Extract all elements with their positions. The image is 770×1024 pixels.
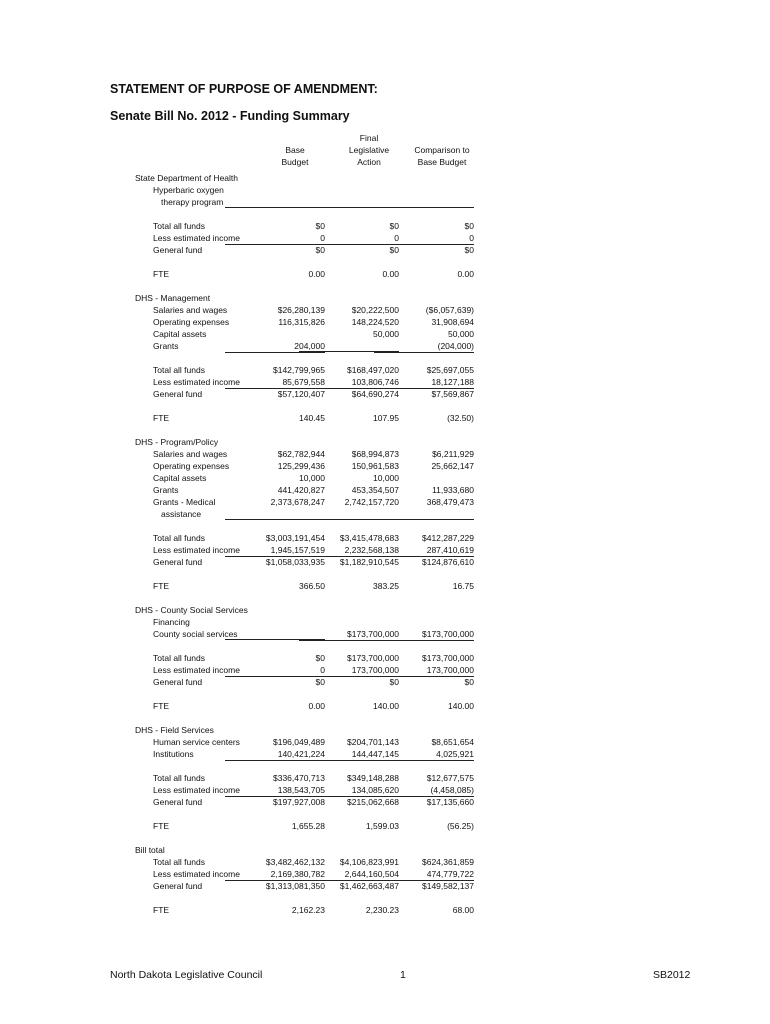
base-budget-cell: 0.00 — [308, 701, 325, 711]
table-row — [0, 700, 770, 712]
comparison-cell: $412,287,229 — [422, 533, 474, 543]
comparison-cell: 4,025,921 — [374, 748, 474, 761]
base-budget-cell: $3,482,462,132 — [265, 857, 325, 867]
base-budget-cell: 10,000 — [299, 473, 325, 483]
table-row — [0, 820, 770, 832]
base-budget-cell: $0 — [315, 245, 325, 255]
table-row — [0, 748, 770, 760]
row-label: Salaries and wages — [153, 305, 228, 315]
table-spacer — [0, 520, 770, 532]
comparison-cell: (56.25) — [447, 821, 474, 831]
table-row — [0, 724, 770, 736]
row-label: FTE — [153, 581, 170, 591]
base-budget-cell: 140.45 — [299, 413, 325, 423]
row-label: DHS - Program/Policy — [135, 437, 219, 447]
row-label: FTE — [153, 905, 170, 915]
row-label: FTE — [153, 269, 170, 279]
final-action-cell: 0.00 — [382, 269, 399, 279]
table-spacer — [0, 892, 770, 904]
table-row — [0, 844, 770, 856]
row-label: Total all funds — [153, 365, 205, 375]
row-label: DHS - County Social Services — [135, 605, 248, 615]
table-row — [0, 880, 770, 892]
row-label: Grants - Medical — [153, 497, 216, 507]
base-budget-cell: 441,420,827 — [277, 485, 325, 495]
table-spacer — [0, 568, 770, 580]
row-label: Less estimated income — [153, 869, 240, 879]
row-label: DHS - Field Services — [135, 725, 214, 735]
table-row — [0, 388, 770, 400]
final-action-cell: 144,447,145 — [299, 748, 399, 761]
table-spacer — [0, 280, 770, 292]
row-label: Less estimated income — [153, 377, 240, 387]
comparison-cell: ($6,057,639) — [425, 305, 474, 315]
table-row — [0, 412, 770, 424]
comparison-cell: 474,779,722 — [374, 868, 474, 881]
row-label: Grants — [153, 485, 179, 495]
comparison-cell — [374, 472, 474, 483]
table-spacer — [0, 808, 770, 820]
comparison-cell: 18,127,188 — [374, 376, 474, 389]
table-row — [0, 304, 770, 316]
table-row — [0, 676, 770, 688]
base-budget-cell: 85,679,558 — [225, 376, 325, 389]
comparison-cell: (32.50) — [447, 413, 474, 423]
comparison-cell: 173,700,000 — [374, 664, 474, 677]
final-action-cell: 140.00 — [373, 701, 399, 711]
comparison-cell: (204,000) — [374, 340, 474, 353]
comparison-cell: 68.00 — [452, 905, 474, 915]
table-row — [0, 772, 770, 784]
row-label: Bill total — [135, 845, 165, 855]
base-budget-cell: 2,162.23 — [291, 905, 325, 915]
row-label: Operating expenses — [153, 461, 230, 471]
final-action-cell: $64,690,274 — [351, 389, 399, 399]
table-spacer — [0, 592, 770, 604]
final-action-cell: 10,000 — [373, 473, 399, 483]
row-label: FTE — [153, 413, 170, 423]
table-row — [0, 532, 770, 544]
table-row — [0, 328, 770, 340]
row-label: Grants — [153, 341, 179, 351]
final-action-cell: 453,354,507 — [351, 485, 399, 495]
final-action-cell: $204,701,143 — [347, 737, 399, 747]
comparison-cell: 0 — [374, 232, 474, 245]
row-label: FTE — [153, 821, 170, 831]
row-label: General fund — [153, 245, 203, 255]
base-budget-cell: 140,421,224 — [225, 748, 325, 761]
comparison-cell: $8,651,654 — [431, 737, 474, 747]
row-label: General fund — [153, 797, 203, 807]
base-budget-cell: 125,299,436 — [277, 461, 325, 471]
comparison-cell: 16.75 — [452, 581, 474, 591]
table-row — [0, 652, 770, 664]
base-budget-cell: $0 — [315, 653, 325, 663]
final-action-cell: $20,222,500 — [351, 305, 399, 315]
comparison-cell — [374, 196, 474, 208]
comparison-cell: $17,135,660 — [426, 797, 474, 807]
table-row — [0, 448, 770, 460]
final-action-cell: 2,742,157,720 — [344, 497, 399, 507]
row-label: FTE — [153, 701, 170, 711]
base-budget-cell: $1,058,033,935 — [265, 557, 325, 567]
footer-bill-id: SB2012 — [653, 969, 691, 981]
table-spacer — [0, 400, 770, 412]
base-budget-cell: 366.50 — [299, 581, 325, 591]
base-budget-cell: $1,313,081,350 — [265, 881, 325, 891]
final-action-cell: $349,148,288 — [347, 773, 399, 783]
table-spacer — [0, 352, 770, 364]
footer-page-number: 1 — [400, 969, 406, 981]
row-label: Salaries and wages — [153, 449, 228, 459]
row-label: Less estimated income — [153, 785, 240, 795]
base-budget-cell: 0 — [225, 664, 325, 677]
base-budget-cell: $142,799,965 — [273, 365, 325, 375]
row-label: General fund — [153, 557, 203, 567]
row-label: Total all funds — [153, 773, 205, 783]
row-label: Less estimated income — [153, 233, 240, 243]
final-action-cell: $173,700,000 — [347, 653, 399, 663]
row-label: Total all funds — [153, 857, 205, 867]
column-header-final-legislative-action: Final Legislative Action — [348, 133, 390, 167]
comparison-cell: 368,479,473 — [426, 497, 474, 507]
base-budget-cell: 1,945,157,519 — [225, 544, 325, 557]
comparison-cell — [374, 508, 474, 520]
row-label: assistance — [161, 509, 202, 519]
row-label: Less estimated income — [153, 545, 240, 555]
base-budget-cell: $0 — [315, 677, 325, 687]
table-row — [0, 172, 770, 184]
table-row — [0, 340, 770, 352]
final-action-cell: $168,497,020 — [347, 365, 399, 375]
comparison-cell: $173,700,000 — [422, 653, 474, 663]
table-row — [0, 616, 770, 628]
base-budget-cell: 116,315,826 — [278, 317, 325, 327]
final-action-cell: 50,000 — [373, 329, 399, 339]
table-spacer — [0, 712, 770, 724]
table-row — [0, 376, 770, 388]
comparison-cell: 287,410,619 — [374, 544, 474, 557]
row-label: Hyperbaric oxygen — [153, 185, 224, 195]
comparison-cell: $0 — [464, 245, 474, 255]
final-action-cell: 383.25 — [373, 581, 399, 591]
table-row — [0, 220, 770, 232]
base-budget-cell: 2,169,380,782 — [225, 868, 325, 881]
comparison-cell: (4,458,085) — [374, 784, 474, 797]
comparison-cell: 0.00 — [457, 269, 474, 279]
table-spacer — [0, 424, 770, 436]
comparison-cell: 140.00 — [448, 701, 474, 711]
table-spacer — [0, 688, 770, 700]
final-action-cell: 2,644,160,504 — [299, 868, 399, 881]
comparison-cell: $124,876,610 — [422, 557, 474, 567]
comparison-cell: $12,677,575 — [426, 773, 474, 783]
row-label: Capital assets — [153, 329, 207, 339]
table-row — [0, 184, 770, 196]
row-label: DHS - Management — [135, 293, 211, 303]
final-action-cell: 2,232,568,138 — [299, 544, 399, 557]
table-row — [0, 244, 770, 256]
comparison-cell: 31,908,694 — [431, 317, 474, 327]
column-header-base-budget: Base Budget — [281, 145, 309, 167]
base-budget-cell: 1,655.28 — [291, 821, 325, 831]
table-row — [0, 232, 770, 244]
final-action-cell: $0 — [389, 677, 399, 687]
base-budget-cell: 0.00 — [308, 269, 325, 279]
final-action-cell: 103,806,746 — [299, 376, 399, 389]
base-budget-cell: $26,280,139 — [277, 305, 325, 315]
comparison-cell: $624,361,859 — [422, 857, 474, 867]
table-row — [0, 460, 770, 472]
row-label: General fund — [153, 881, 203, 891]
final-action-cell: 150,961,583 — [351, 461, 399, 471]
final-action-cell: $4,106,823,991 — [339, 857, 399, 867]
table-row — [0, 904, 770, 916]
funding-summary-table — [0, 172, 770, 916]
base-budget-cell: $3,003,191,454 — [265, 533, 325, 543]
table-spacer — [0, 760, 770, 772]
final-action-cell: $173,700,000 — [299, 628, 399, 641]
row-label: Total all funds — [153, 653, 205, 663]
base-budget-cell: 138,543,705 — [225, 784, 325, 797]
table-row — [0, 556, 770, 568]
final-action-cell: 2,230.23 — [365, 905, 399, 915]
row-label: Institutions — [153, 749, 194, 759]
column-header-comparison: Comparison to Base Budget — [414, 145, 470, 167]
table-row — [0, 364, 770, 376]
final-action-cell: $3,415,478,683 — [339, 533, 399, 543]
table-row — [0, 436, 770, 448]
comparison-cell: $6,211,929 — [432, 449, 474, 459]
comparison-cell: 25,662,147 — [431, 461, 474, 471]
comparison-cell: $0 — [464, 221, 474, 231]
comparison-cell: $7,569,867 — [431, 389, 474, 399]
base-budget-cell: $0 — [315, 221, 325, 231]
comparison-cell: $149,582,137 — [422, 881, 474, 891]
row-label: Less estimated income — [153, 665, 240, 675]
base-budget-cell: $336,470,713 — [273, 773, 325, 783]
table-row — [0, 736, 770, 748]
base-budget-cell: $62,782,944 — [277, 449, 325, 459]
comparison-cell: $0 — [464, 677, 474, 687]
row-label: State Department of Health — [135, 173, 239, 183]
table-row — [0, 508, 770, 520]
row-label: Operating expenses — [153, 317, 230, 327]
table-row — [0, 664, 770, 676]
table-row — [0, 784, 770, 796]
table-spacer — [0, 640, 770, 652]
base-budget-cell: $57,120,407 — [277, 389, 325, 399]
row-label: Human service centers — [153, 737, 240, 747]
final-action-cell: $0 — [389, 245, 399, 255]
base-budget-cell: 0 — [225, 232, 325, 245]
table-row — [0, 196, 770, 208]
base-budget-cell: $196,049,489 — [273, 737, 325, 747]
final-action-cell: 107.95 — [373, 413, 399, 423]
table-row — [0, 484, 770, 496]
final-action-cell: 1,599.03 — [365, 821, 399, 831]
row-label: General fund — [153, 677, 203, 687]
final-action-cell: $68,994,873 — [351, 449, 399, 459]
base-budget-cell: $197,927,008 — [273, 797, 325, 807]
final-action-cell: $215,062,668 — [347, 797, 399, 807]
table-row — [0, 472, 770, 484]
table-spacer — [0, 256, 770, 268]
table-row — [0, 268, 770, 280]
page-subtitle: Senate Bill No. 2012 - Funding Summary — [110, 109, 350, 123]
row-label: General fund — [153, 389, 203, 399]
final-action-cell: 0 — [299, 232, 399, 245]
table-row — [0, 628, 770, 640]
comparison-cell: 50,000 — [448, 329, 474, 339]
row-label: County social services — [153, 629, 238, 639]
table-row — [0, 292, 770, 304]
table-spacer — [0, 208, 770, 220]
row-label: Capital assets — [153, 473, 207, 483]
base-budget-cell: 2,373,678,247 — [270, 497, 325, 507]
comparison-cell: 11,933,680 — [432, 485, 474, 495]
base-budget-cell: 204,000 — [225, 340, 325, 353]
table-row — [0, 856, 770, 868]
footer-organization: North Dakota Legislative Council — [110, 969, 263, 981]
table-row — [0, 580, 770, 592]
comparison-cell: $173,700,000 — [374, 628, 474, 641]
final-action-cell: 134,085,620 — [299, 784, 399, 797]
table-row — [0, 316, 770, 328]
final-action-cell: $1,182,910,545 — [339, 557, 399, 567]
final-action-cell: 173,700,000 — [299, 664, 399, 677]
row-label: Total all funds — [153, 533, 205, 543]
table-row — [0, 796, 770, 808]
row-label: therapy program — [161, 197, 224, 207]
row-label: Financing — [153, 617, 190, 627]
page-title: STATEMENT OF PURPOSE OF AMENDMENT: — [110, 82, 378, 96]
table-row — [0, 868, 770, 880]
final-action-cell: $0 — [389, 221, 399, 231]
final-action-cell: 148,224,520 — [351, 317, 399, 327]
table-row — [0, 544, 770, 556]
comparison-cell: $25,697,055 — [426, 365, 474, 375]
table-row — [0, 604, 770, 616]
table-row — [0, 496, 770, 508]
table-spacer — [0, 832, 770, 844]
final-action-cell: $1,462,663,487 — [339, 881, 399, 891]
row-label: Total all funds — [153, 221, 205, 231]
